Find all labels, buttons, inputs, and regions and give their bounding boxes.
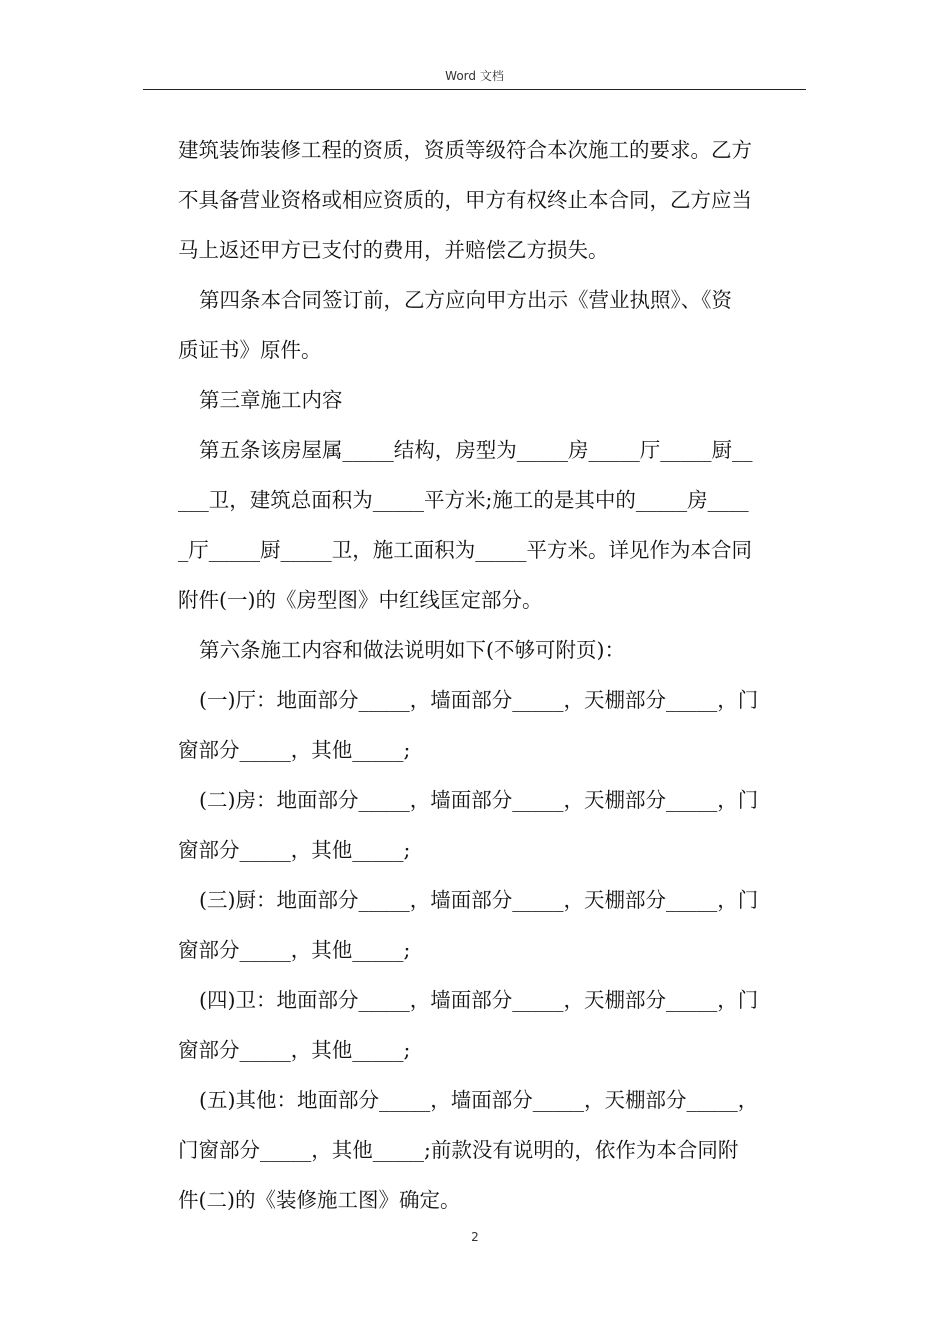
paragraph-line: ___卫，建筑总面积为_____平方米;施工的是其中的_____房____ xyxy=(178,488,749,512)
paragraph-line: 质证书》原件。 xyxy=(178,338,322,362)
paragraph-line: 窗部分_____，其他_____; xyxy=(178,1038,411,1062)
item-kitchen-line: (三)厨：地面部分_____，墙面部分_____，天棚部分_____，门 xyxy=(199,888,759,912)
item-room-line: (二)房：地面部分_____，墙面部分_____，天棚部分_____，门 xyxy=(199,788,759,812)
item-other-line: (五)其他：地面部分_____，墙面部分_____，天棚部分_____， xyxy=(199,1088,759,1112)
paragraph-line: 马上返还甲方已支付的费用，并赔偿乙方损失。 xyxy=(178,238,609,262)
paragraph-line: 窗部分_____，其他_____; xyxy=(178,838,411,862)
paragraph-line: _厅_____厨_____卫，施工面积为_____平方米。详见作为本合同 xyxy=(178,538,752,562)
paragraph-line: 窗部分_____，其他_____; xyxy=(178,938,411,962)
item-hall-line: (一)厅：地面部分_____，墙面部分_____，天棚部分_____，门 xyxy=(199,688,759,712)
article-6-line: 第六条施工内容和做法说明如下(不够可附页)： xyxy=(199,638,625,662)
article-4-line: 第四条本合同签订前，乙方应向甲方出示《营业执照》、《资 xyxy=(199,288,732,312)
paragraph-line: 门窗部分_____，其他_____;前款没有说明的，依作为本合同附 xyxy=(178,1138,739,1162)
paragraph-line: 不具备营业资格或相应资质的，甲方有权终止本合同，乙方应当 xyxy=(178,188,752,212)
paragraph-line: 窗部分_____，其他_____; xyxy=(178,738,411,762)
header-title: Word 文档 xyxy=(445,69,504,83)
paragraph-line: 附件(一)的《房型图》中红线匡定部分。 xyxy=(178,588,543,612)
paragraph-line: 建筑装饰装修工程的资质，资质等级符合本次施工的要求。乙方 xyxy=(178,138,752,162)
page-number: 2 xyxy=(471,1230,479,1244)
article-5-line: 第五条该房屋属_____结构，房型为_____房_____厅_____厨__ xyxy=(199,438,753,462)
document-body xyxy=(178,125,803,1225)
item-bathroom-line: (四)卫：地面部分_____，墙面部分_____，天棚部分_____，门 xyxy=(199,988,759,1012)
page-header xyxy=(143,68,806,90)
paragraph-line: 件(二)的《装修施工图》确定。 xyxy=(178,1188,461,1212)
chapter-heading: 第三章施工内容 xyxy=(199,388,343,412)
